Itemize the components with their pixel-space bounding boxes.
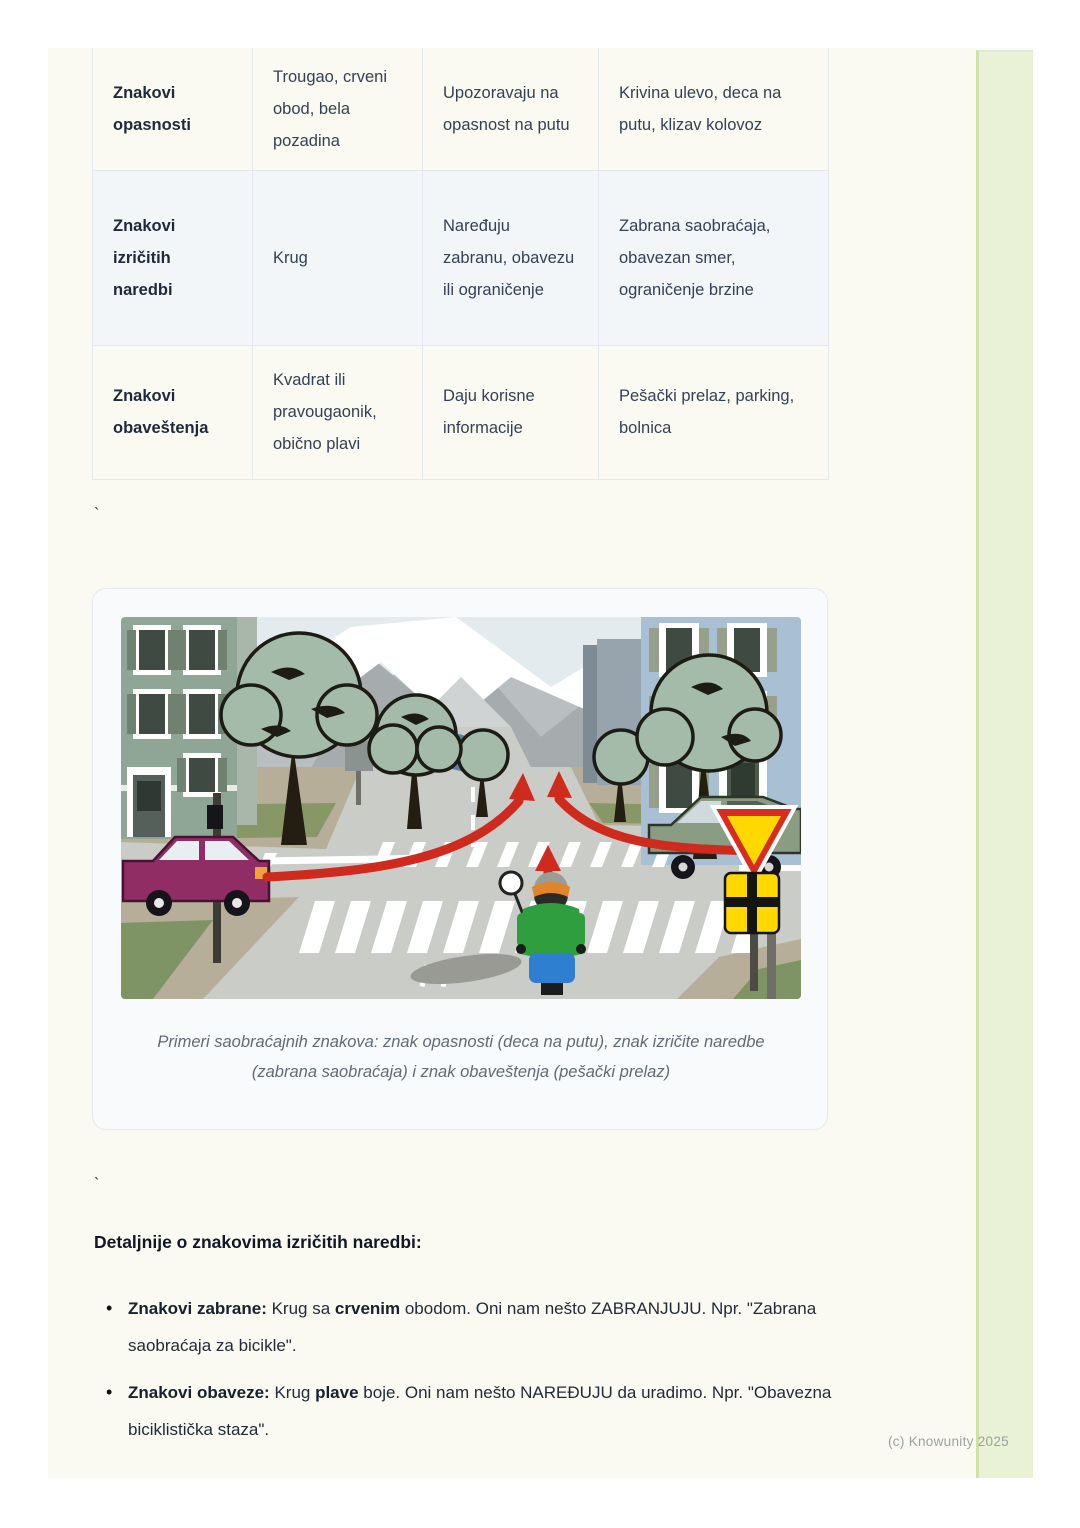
table-cell: Krivina ulevo, deca na putu, klizav kolovoz [599, 48, 829, 170]
stray-backtick: ` [94, 506, 100, 523]
table-cell: Trougao, crveni obod, bela pozadina [253, 48, 423, 170]
table-row [93, 345, 829, 479]
bullet-term: Znakovi obaveze: [128, 1383, 270, 1402]
table-cell-category: Znakovi izričitih naredbi [93, 170, 253, 345]
table-cell: Krug [253, 170, 423, 345]
intersection-illustration [121, 617, 801, 999]
traffic-signs-table [92, 48, 829, 480]
details-list [106, 1290, 866, 1458]
table-cell: Zabrana saobraćaja, obavezan smer, ograničenje brzine [599, 170, 829, 345]
list-item: • Znakovi obaveze: Krug plave boje. Oni nam nešto NAREĐUJU da uradimo. Npr. "Obavezna biciklistička staza". [106, 1374, 866, 1448]
table-cell: Upozoravaju na opasnost na putu [423, 48, 599, 170]
bullet-term: Znakovi zabrane: [128, 1299, 267, 1318]
table-row [93, 170, 829, 345]
document-page [48, 48, 1033, 1478]
table-cell-category: Znakovi obaveštenja [93, 345, 253, 479]
table-cell: Daju korisne informacije [423, 345, 599, 479]
accent-bar [976, 50, 1033, 1478]
copyright-watermark: (c) Knowunity 2025 [888, 1434, 1009, 1449]
section-heading: Detaljnije o znakovima izričitih naredbi: [94, 1232, 422, 1252]
figure-card [92, 588, 828, 1130]
table-cell: Naređuju zabranu, obavezu ili ograničenje [423, 170, 599, 345]
table-cell: Kvadrat ili pravougaonik, obično plavi [253, 345, 423, 479]
stray-backtick: ` [94, 1176, 100, 1193]
priority-crossroad-sign [725, 873, 779, 933]
figure-caption: Primeri saobraćajnih znakova: znak opasnosti (deca na putu), znak izričite naredbe (zabrana saobraćaja) i znak obaveštenja (pešački prelaz) [157, 1033, 765, 1081]
table-cell: Pešački prelaz, parking, bolnica [599, 345, 829, 479]
table-cell-category: Znakovi opasnosti [93, 48, 253, 170]
list-item: • Znakovi zabrane: Krug sa crvenim obodom. Oni nam nešto ZABRANJUJU. Npr. "Zabrana saobraćaja za bicikle". [106, 1290, 866, 1364]
table-row [93, 48, 829, 170]
